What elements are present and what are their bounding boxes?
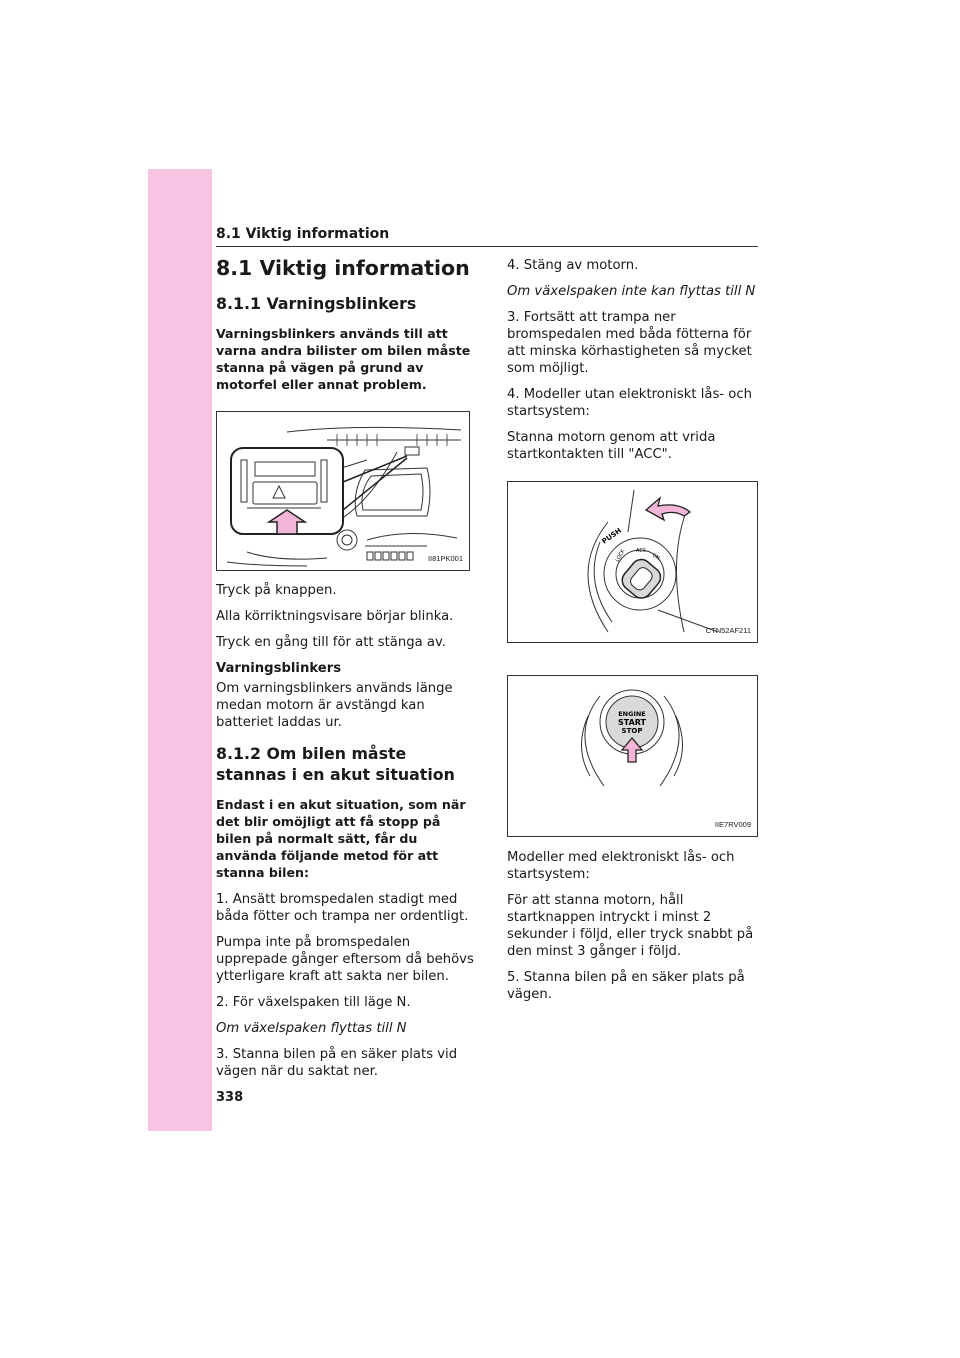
engine-start-button-figure xyxy=(507,675,758,837)
paragraph: Modeller med elektroniskt lås- och startsystem: xyxy=(507,850,735,882)
button-line-2: START xyxy=(617,718,647,727)
section-title: 8.1 Viktig information xyxy=(216,256,470,280)
hazard-button-figure xyxy=(216,411,470,571)
button-line-1: ENGINE xyxy=(618,710,646,718)
paragraph: Om varningsblinkers används länge medan motorn är avstängd kan batteriet laddas ur. xyxy=(216,681,453,730)
paragraph: Tryck en gång till för att stänga av. xyxy=(216,635,446,650)
subsection-title-hazard: 8.1.1 Varningsblinkers xyxy=(216,294,417,313)
figure-code: II81PK001 xyxy=(427,554,463,563)
ignition-key-figure xyxy=(507,481,758,643)
label-lock: LOCK xyxy=(614,548,627,563)
paragraph: Alla körriktningsvisare börjar blinka. xyxy=(216,609,454,624)
label-acc: ACC xyxy=(636,548,647,554)
condition-text: Om växelspaken flyttas till N xyxy=(216,1021,407,1036)
left-column xyxy=(216,253,474,1089)
paragraph: 4. Modeller utan elektroniskt lås- och startsystem: xyxy=(507,387,752,419)
paragraph: 3. Stanna bilen på en säker plats vid vägen när du saktat ner. xyxy=(216,1047,458,1079)
condition-text: Om växelspaken inte kan flyttas till N xyxy=(507,284,756,299)
figure-code: CTN52AF211 xyxy=(705,626,751,635)
paragraph: 5. Stanna bilen på en säker plats på vägen. xyxy=(507,970,745,1002)
label-on: ON xyxy=(651,552,661,562)
page-number: 338 xyxy=(216,1090,244,1105)
paragraph: För att stanna motorn, håll startknappen intryckt i minst 2 sekunder i följd, eller tryck snabbt på den minst 3 gånger i följd. xyxy=(507,893,754,959)
paragraph: 4. Stäng av motorn. xyxy=(507,258,639,273)
button-line-3: STOP xyxy=(621,727,643,735)
paragraph: 1. Ansätt bromspedalen stadigt med båda fötter och trampa ner ordentligt. xyxy=(216,892,469,924)
intro-hazard: Varningsblinkers används till att varna andra bilister om bilen måste stanna på vägen på grund av motorfel eller annat problem. xyxy=(216,326,471,392)
chapter-sidebar xyxy=(148,169,212,1131)
right-column xyxy=(507,257,765,1012)
paragraph: Tryck på knappen. xyxy=(216,583,337,598)
paragraph: 2. För växelspaken till läge N. xyxy=(216,995,411,1010)
intro-emergency: Endast i en akut situation, som när det blir omöjligt att få stopp på bilen på normalt sätt, får du använda följande metod för att stanna bilen: xyxy=(216,797,466,880)
running-header: 8.1 Viktig information xyxy=(216,226,758,247)
paragraph: 3. Fortsätt att trampa ner bromspedalen med båda fötterna för att minska körhastigheten så mycket som möjligt. xyxy=(507,310,752,376)
figure-code: IIE7RV009 xyxy=(714,820,751,829)
paragraph: Pumpa inte på bromspedalen upprepade gånger eftersom då behövs ytterligare kraft att sakta ner bilen. xyxy=(216,935,474,984)
note-heading: Varningsblinkers xyxy=(216,661,342,676)
subsection-title-emergency: 8.1.2 Om bilen måste stannas i en akut situation xyxy=(216,744,455,784)
label-push: PUSH xyxy=(600,526,623,546)
paragraph: Stanna motorn genom att vrida startkontakten till "ACC". xyxy=(507,430,716,462)
